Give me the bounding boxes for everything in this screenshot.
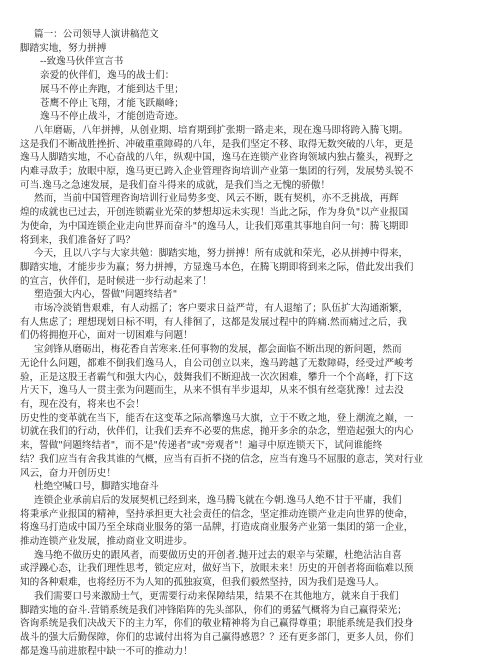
body-line: 脚踏实地的奋斗.营销系统是我们冲锋陷阵的先头部队，你们的勇猛气概将为自己赢得荣光； bbox=[20, 604, 407, 616]
body-line: 有人焦虑了；理想现划日标不明，有人徘徊了，这都是发展过程中的阵痛.然而痛过之后，我 bbox=[20, 316, 407, 328]
body-line: 这是我们不断战胜挫折、冲破重重障碍的八年，是我们坚定不移、取得无数突破的八年，更是 bbox=[20, 138, 414, 150]
section-heading: 塑造强大内心，誓做"问题终结者" bbox=[34, 289, 178, 301]
body-line: 有，现在没有，将来也不会！ bbox=[20, 398, 145, 410]
body-line: 无论什么问题，都难不倒我们逸马人，自公司创立以来，逸马跨越了无数障碍，经受过严峻考 bbox=[20, 357, 414, 369]
poem-heading: --致逸马伙伴宣言书 bbox=[40, 56, 124, 68]
body-line: 切就在我们的行动，伙伴们，让我们丢弃不必要的焦虑，抛开多余的杂念，塑造起强大的内心 bbox=[20, 426, 414, 438]
body-line: 将秉承产业报国的精神，坚持承担更大社会责任的信念，坚定推动连锁产业走向世界的使命， bbox=[20, 508, 414, 520]
body-line: 将逸马打造成中国乃至全球商业服务的第一品牌，打造成商业服务产业第一集团的第一企业， bbox=[20, 522, 414, 534]
body-line: 煌的成就也已过去，开创连锁霸业光荣的梦想却远未实现！当此之际，作为身负"以产业报国 bbox=[20, 207, 409, 219]
document-subtitle: 脚踏实地，努力拼搏 bbox=[20, 42, 107, 54]
body-line: 们仍将拥抱开心，面对一切困难与问题！ bbox=[20, 330, 193, 342]
section-heading: 杜绝空喊口号，脚踏实地奋斗 bbox=[34, 481, 159, 493]
body-line: 逸马人脚踏实地，不心奋战的八年，纵观中国，逸马在连锁产业咨询领域内独占鳌头，视野之 bbox=[20, 152, 414, 164]
body-line: 都是逸马前进旅程中缺一不可的推动力！ bbox=[20, 645, 193, 657]
body-line: 内难寻敌手；放眼中原，逸马更已跨入企业管理咨询培训产业第一集团的行列，发展势头锐不 bbox=[20, 166, 414, 178]
body-line: 连锁企业承前启后的发展契机已经到来，逸马腾飞就在今朝.逸马人绝不甘于平庸，我们 bbox=[34, 494, 402, 506]
body-line: 脚踏实地，才能步步为赢；努力拼搏，方显逸马本色，在腾飞期即将到来之际，借此发出我们 bbox=[20, 261, 414, 273]
body-line: 我们需要口号来激励士气，更需要行动来保障结果，结果不在其他地方，就来自于我们 bbox=[34, 590, 399, 602]
body-line: 历史性的变革就在当下，能否在这变革之际高攀逸马大旗，立于不败之地，登上潮流之巅，一 bbox=[20, 412, 414, 424]
poem-line: 逸马不停止战斗，才能创造奇迹。 bbox=[40, 111, 184, 123]
body-line: 推动连锁产业发展，推动商业文明进步。 bbox=[20, 536, 193, 548]
body-line: 今天，且以八字与大家共勉：脚踏实地，努力拼搏！所有成就和荣光，必从拼搏中得来， bbox=[34, 248, 409, 260]
body-line: 市场冷淡销售艰难，有人动摇了；客户要求日益严苛，有人退缩了；队伍扩大沟通渐繁， bbox=[34, 303, 409, 315]
body-line: 结？我们应当有舍我其谁的气概，应当有百折不挠的信念，应当有逸马不屈服的意志，笑对行业 bbox=[20, 453, 423, 465]
body-line: 战斗的强大后勤保障，你们的忠诚付出将为自己赢得感恩？？还有更多部门，更多人员，你们 bbox=[20, 631, 414, 643]
poem-line: 亲爱的伙伴们，逸马的战士们： bbox=[40, 70, 175, 82]
body-line: 来，誓做"问题终结者"，而不是"传递者"或"旁观者"！遍寻中原连锁天下，试问谁能终 bbox=[20, 440, 383, 452]
body-line: 片天下，逸马人一贯主张为问题而生，从来不惧有半步退却，从来不惧有丝毫犹豫！过去没 bbox=[20, 385, 404, 397]
body-line: 或浮躁心态，让我们理性思考，锁定应对，做好当下，放眼未来！历史的开创者将面临难以预 bbox=[20, 563, 414, 575]
body-line: 知的各种艰难，也将经历不为人知的孤独寂寞，但我们毅然坚持，因为我们是逸马人。 bbox=[20, 577, 385, 589]
body-line: 可当.逸马之急速发展，是我们奋斗得来的成就，是我们当之无愧的骄傲！ bbox=[20, 179, 331, 191]
poem-line: 展马不停止奔跑，才能到达千里； bbox=[40, 83, 184, 95]
body-line: 然而，当前中国管理咨询培训行业局势多变、风云不断，既有契机，亦不乏挑战，再辉 bbox=[34, 193, 399, 205]
body-line: 咨询系统是我们决战天下的主力军，你们的敬业精神将为自己赢得尊重；职能系统是我们投身 bbox=[20, 618, 414, 630]
body-line: 风云，奋力开创历史！ bbox=[20, 467, 116, 479]
body-line: 八年磨砺，八年拼搏，从创业期、培育期到扩张期一路走来，现在逸马即将跨入腾飞期。 bbox=[34, 124, 409, 136]
body-line: 将到来，我们准备好了吗？ bbox=[20, 234, 136, 246]
poem-line: 苍鹰不停止飞翔，才能飞跃巅峰； bbox=[40, 97, 184, 109]
body-line: 的宣言，伙伴们，是时候进一步行动起来了！ bbox=[20, 275, 212, 287]
body-line: 逸马绝不做历史的跟风者，而要做历史的开创者.抛开过去的艰辛与荣耀，杜绝沾沾自喜 bbox=[34, 549, 402, 561]
document-title: 篇一：公司领导人演讲稿范文 bbox=[34, 29, 159, 40]
body-line: 为使命，为中国连锁企业走向世界而奋斗"的逸马人，让我们郑重其事地自问一句：腾飞期即 bbox=[20, 220, 409, 232]
body-line: 验，正是这股王者霸气和强大内心，鼓舞我们不断迎战一次次困难，攀升一个个高峰，打下这 bbox=[20, 371, 414, 383]
body-line: 宝剑锋从磨砺出，梅花香自苦寒来.任何事物的发展，都会面临不断出现的新问题，然而 bbox=[34, 344, 402, 356]
